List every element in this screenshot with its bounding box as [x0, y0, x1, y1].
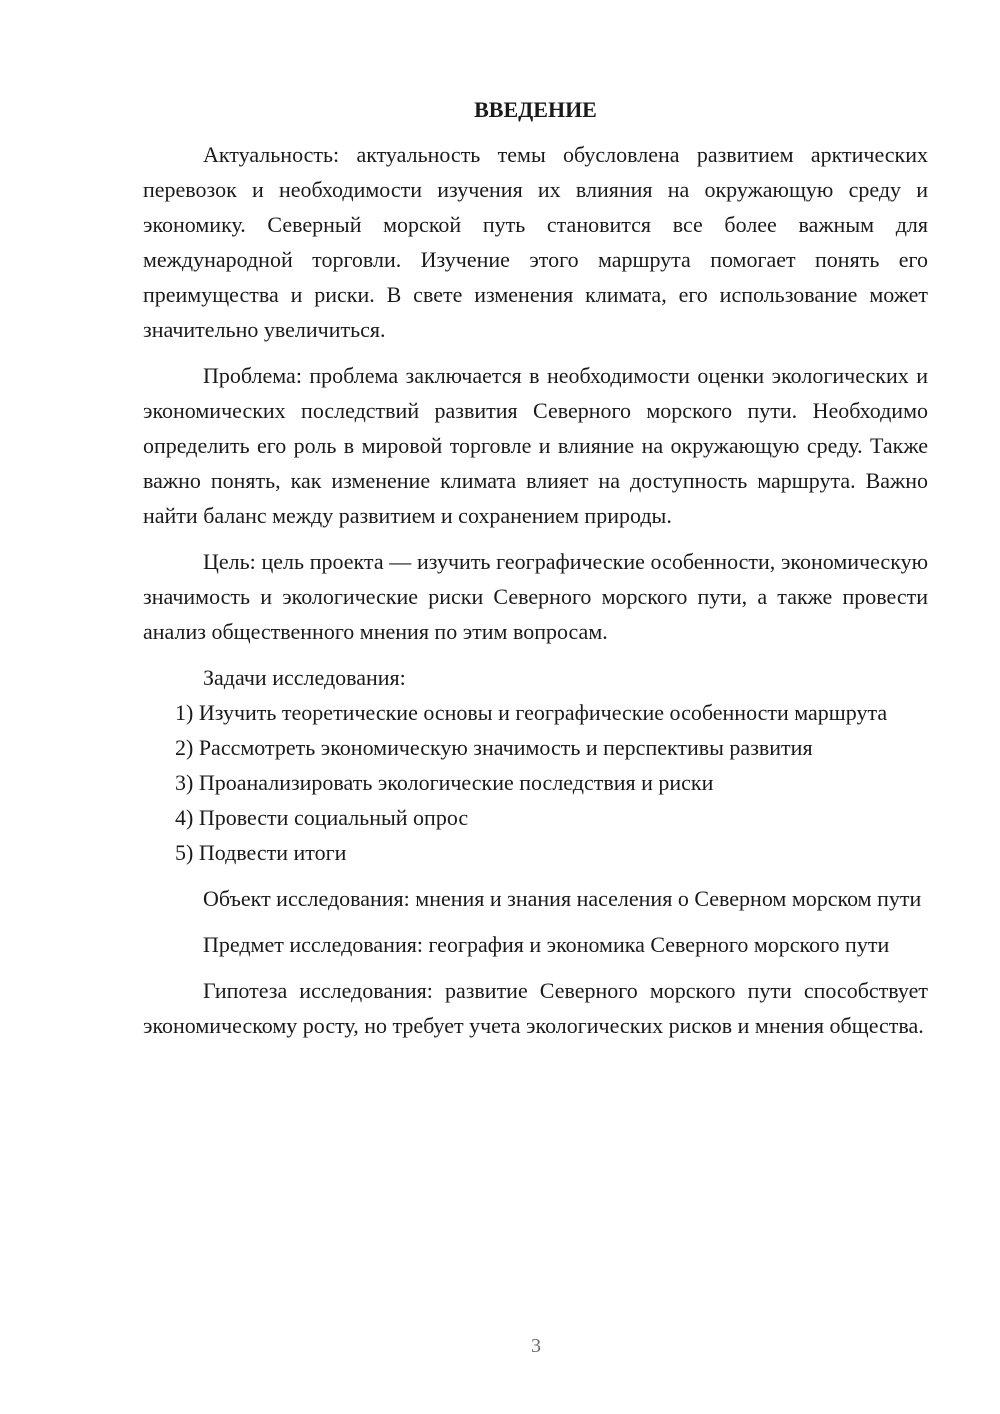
- document-page: [143, 92, 928, 1043]
- relevance-paragraph: Актуальность: актуальность темы обусловлена развитием арктических перевозок и необходимости изучения их влияния на окружающую среду и экономику. Северный морской путь становится все более важным для международной торговли. Изучение этого маршрута помогает понять его преимущества и риски. В свете изменения климата, его использование может значительно увеличиться.: [143, 142, 928, 342]
- tasks-heading: Задачи исследования:: [203, 665, 406, 690]
- object-paragraph: Объект исследования: мнения и знания населения о Северном морском пути: [203, 886, 922, 911]
- hypothesis-paragraph: Гипотеза исследования: развитие Северного морского пути способствует экономическому росту, но требует учета экологических рисков и мнения общества.: [143, 978, 928, 1038]
- goal-paragraph: Цель: цель проекта — изучить географические особенности, экономическую значимость и экологические риски Северного морского пути, а также провести анализ общественного мнения по этим вопросам.: [143, 549, 928, 644]
- task-item: 2) Рассмотреть экономическую значимость и перспективы развития: [175, 735, 813, 760]
- task-item: 3) Проанализировать экологические последствия и риски: [175, 770, 714, 795]
- task-item: 1) Изучить теоретические основы и географические особенности маршрута: [175, 700, 888, 725]
- subject-paragraph: Предмет исследования: география и экономика Северного морского пути: [203, 932, 890, 957]
- problem-paragraph: Проблема: проблема заключается в необходимости оценки экологических и экономических последствий развития Северного морского пути. Необходимо определить его роль в мировой торговле и влияние на окружающую среду. Также важно понять, как изменение климата влияет на доступность маршрута. Важно найти баланс между развитием и сохранением природы.: [143, 363, 928, 528]
- section-heading: ВВЕДЕНИЕ: [474, 97, 597, 122]
- page-number: 3: [531, 1335, 541, 1357]
- task-item: 4) Провести социальный опрос: [175, 805, 469, 830]
- task-item: 5) Подвести итоги: [175, 840, 347, 865]
